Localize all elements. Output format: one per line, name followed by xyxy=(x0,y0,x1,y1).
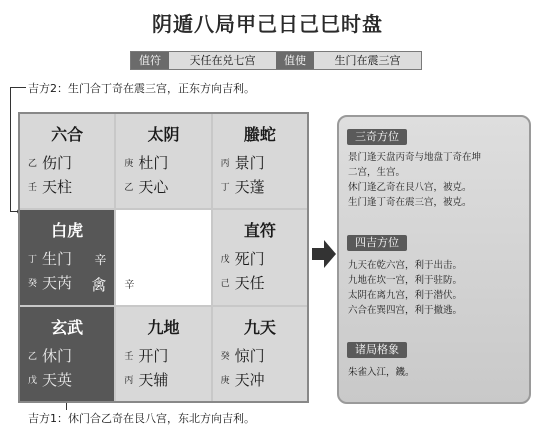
star-label: 天柱 xyxy=(42,178,73,196)
header-bar xyxy=(130,51,422,70)
siji-list xyxy=(348,258,526,318)
stem-label: 癸 xyxy=(28,279,38,290)
stem-label: 丁 xyxy=(28,255,38,266)
list-item: 朱雀入江，鐖。 xyxy=(348,367,415,378)
palace-cell xyxy=(116,307,210,401)
door-label: 伤门 xyxy=(42,154,73,172)
star-label: 天任 xyxy=(234,274,265,293)
note-bottom: 吉方1：休门合乙奇在艮八宫，东北方向吉利。 xyxy=(28,412,255,425)
stem-label: 戊 xyxy=(28,375,38,386)
stem-label: 己 xyxy=(220,279,230,290)
stem-label: 庚 xyxy=(220,375,230,386)
sanqi-title: 三奇方位 xyxy=(347,129,407,145)
list-item: 太阴在离九宫，利于潜伏。 xyxy=(348,290,463,301)
center-palace xyxy=(116,210,210,304)
door-label: 休门 xyxy=(42,346,73,365)
deity-label: 螣蛇 xyxy=(243,125,276,144)
deity-label: 六合 xyxy=(51,125,84,144)
stem-label: 辛 xyxy=(124,280,135,292)
star-label: 天心 xyxy=(138,178,169,196)
star-label: 禽 xyxy=(91,276,107,295)
stem-label: 壬 xyxy=(124,351,134,362)
geju-title: 诸局格象 xyxy=(347,342,407,358)
stem-label: 丙 xyxy=(124,375,134,386)
door-label: 开门 xyxy=(138,346,169,365)
stem-label: 丙 xyxy=(220,159,230,169)
deity-label: 太阴 xyxy=(147,125,180,144)
star-label: 天冲 xyxy=(234,370,265,389)
stem-label: 乙 xyxy=(28,159,38,169)
list-item: 二宫，生宫。 xyxy=(348,167,406,178)
siji-title: 四吉方位 xyxy=(347,235,407,251)
door-label: 惊门 xyxy=(234,346,265,365)
star-label: 天芮 xyxy=(42,274,73,293)
zhifu-value: 天任在兑七宫 xyxy=(169,52,276,69)
palace-cell xyxy=(213,210,307,304)
stem-label: 壬 xyxy=(28,183,38,193)
deity-label: 直符 xyxy=(243,221,276,241)
list-item: 九天在乾六宫，利于出击。 xyxy=(348,260,463,271)
leader-line xyxy=(10,87,26,88)
sanqi-list xyxy=(348,150,526,210)
palace-grid xyxy=(18,112,309,403)
deity-label: 九天 xyxy=(243,317,276,337)
stem-label: 癸 xyxy=(220,351,230,362)
deity-label: 九地 xyxy=(147,317,180,337)
list-item: 六合在巽四宫，利于撤逃。 xyxy=(348,305,463,316)
deity-label: 白虎 xyxy=(51,221,84,241)
palace-cell xyxy=(116,114,210,208)
door-label: 生门 xyxy=(42,250,73,269)
zhifu-label: 值符 xyxy=(131,52,169,69)
geju-list xyxy=(348,365,526,380)
list-item: 休门逢乙奇在艮八宫，被克。 xyxy=(348,182,472,193)
palace-cell xyxy=(20,307,114,401)
star-label: 天英 xyxy=(42,370,73,389)
list-item: 九地在坎一宫，利于驻防。 xyxy=(348,275,463,286)
info-panel xyxy=(337,115,531,404)
arrow-right-icon xyxy=(312,240,336,268)
list-item: 景门逢天盘丙奇与地盘丁奇在坤 xyxy=(348,152,482,163)
door-label: 死门 xyxy=(234,250,265,269)
star-label: 天辅 xyxy=(138,370,169,389)
stem-label: 乙 xyxy=(28,351,38,362)
stem-label: 戊 xyxy=(220,255,230,266)
palace-cell xyxy=(213,114,307,208)
star-label: 天蓬 xyxy=(234,178,265,196)
list-item: 生门逢丁奇在震三宫，被克。 xyxy=(348,197,472,208)
leader-line xyxy=(10,87,11,211)
stem-label: 庚 xyxy=(124,159,134,169)
palace-cell xyxy=(20,114,114,208)
chart-title: 阴遁八局甲己日己巳时盘 xyxy=(152,12,383,36)
note-top: 吉方2：生门合丁奇在震三宫，正东方向吉利。 xyxy=(28,82,255,95)
zhishi-label: 值使 xyxy=(276,52,314,69)
stem-label: 辛 xyxy=(94,253,107,268)
deity-label: 玄武 xyxy=(51,317,84,337)
stem-label: 乙 xyxy=(124,183,134,193)
palace-cell xyxy=(20,210,114,304)
zhishi-value: 生门在震三宫 xyxy=(314,52,421,69)
door-label: 景门 xyxy=(234,154,265,172)
stem-label: 丁 xyxy=(220,183,230,193)
door-label: 杜门 xyxy=(138,154,169,172)
palace-cell xyxy=(213,307,307,401)
